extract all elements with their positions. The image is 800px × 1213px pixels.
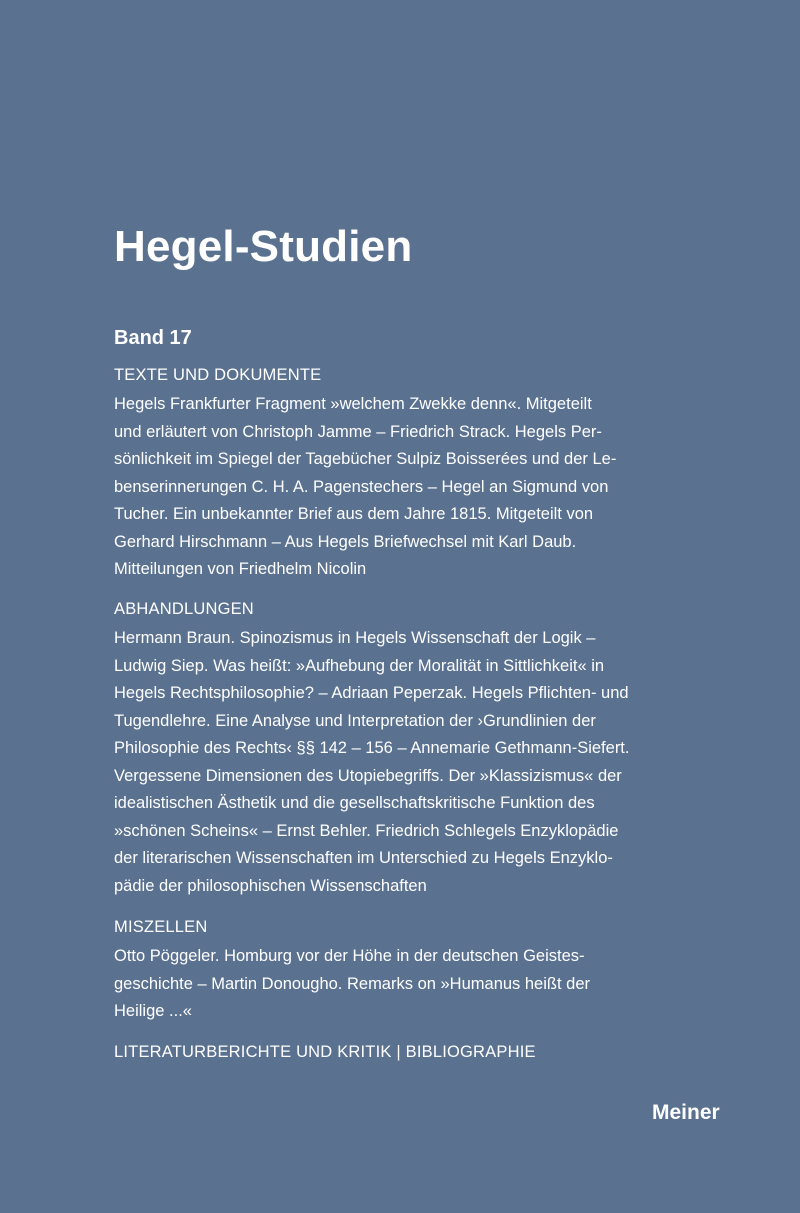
text-line: sönlichkeit im Spiegel der Tagebücher Sulpiz Boisserées und der Le-: [114, 450, 617, 468]
text-line: pädie der philosophischen Wissenschaften: [114, 876, 427, 895]
text-line: Vergessene Dimensionen des Utopiebegriffs. Der »Klassizismus« der: [114, 766, 622, 785]
section-heading-texte-und-dokumente: TEXTE UND DOKUMENTE: [114, 366, 322, 384]
text-line: Ludwig Siep. Was heißt: »Aufhebung der Moralität in Sittlichkeit« in: [114, 656, 605, 675]
section-body-abhandlungen: [114, 625, 714, 900]
publisher-name: Meiner: [652, 1101, 720, 1124]
text-line: »schönen Scheins« – Ernst Behler. Friedrich Schlegels Enzyklopädie: [114, 821, 619, 840]
text-line: Hermann Braun. Spinozismus in Hegels Wissenschaft der Logik –: [114, 629, 596, 647]
text-line: Hegels Frankfurter Fragment »welchem Zwekke denn«. Mitgeteilt: [114, 395, 592, 413]
text-line: idealistischen Ästhetik und die gesellschaftskritische Funktion des: [114, 794, 595, 812]
section-body-miszellen: [114, 943, 714, 1026]
text-line: Heilige ...«: [114, 1002, 192, 1020]
book-title: Hegel-Studien: [114, 222, 413, 271]
text-line: Tucher. Ein unbekannter Brief aus dem Jahre 1815. Mitgeteilt von: [114, 505, 594, 523]
section-heading-abhandlungen: ABHANDLUNGEN: [114, 600, 254, 618]
text-line: Philosophie des Rechts‹ §§ 142 – 156 – Annemarie Gethmann-Siefert.: [114, 739, 630, 757]
section-body-texte-und-dokumente: [114, 391, 714, 584]
text-line: Gerhard Hirschmann – Aus Hegels Briefwechsel mit Karl Daub.: [114, 532, 577, 551]
volume-number: Band 17: [114, 327, 192, 349]
text-line: benserinnerungen C. H. A. Pagenstechers – Hegel an Sigmund von: [114, 477, 609, 496]
text-line: und erläutert von Christoph Jamme – Friedrich Strack. Hegels Per-: [114, 422, 602, 441]
section-heading-miszellen: MISZELLEN: [114, 918, 208, 936]
text-line: Mitteilungen von Friedhelm Nicolin: [114, 560, 367, 578]
text-line: Tugendlehre. Eine Analyse und Interpretation der ›Grundlinien der: [114, 711, 596, 730]
text-line: geschichte – Martin Donougho. Remarks on »Humanus heißt der: [114, 974, 590, 993]
text-line: Hegels Rechtsphilosophie? – Adriaan Peperzak. Hegels Pflichten- und: [114, 684, 629, 702]
footer-sections-line: LITERATURBERICHTE UND KRITIK | BIBLIOGRAPHIE: [114, 1043, 536, 1061]
text-line: der literarischen Wissenschaften im Unterschied zu Hegels Enzyklo-: [114, 849, 613, 867]
text-line: Otto Pöggeler. Homburg vor der Höhe in der deutschen Geistes-: [114, 947, 585, 965]
